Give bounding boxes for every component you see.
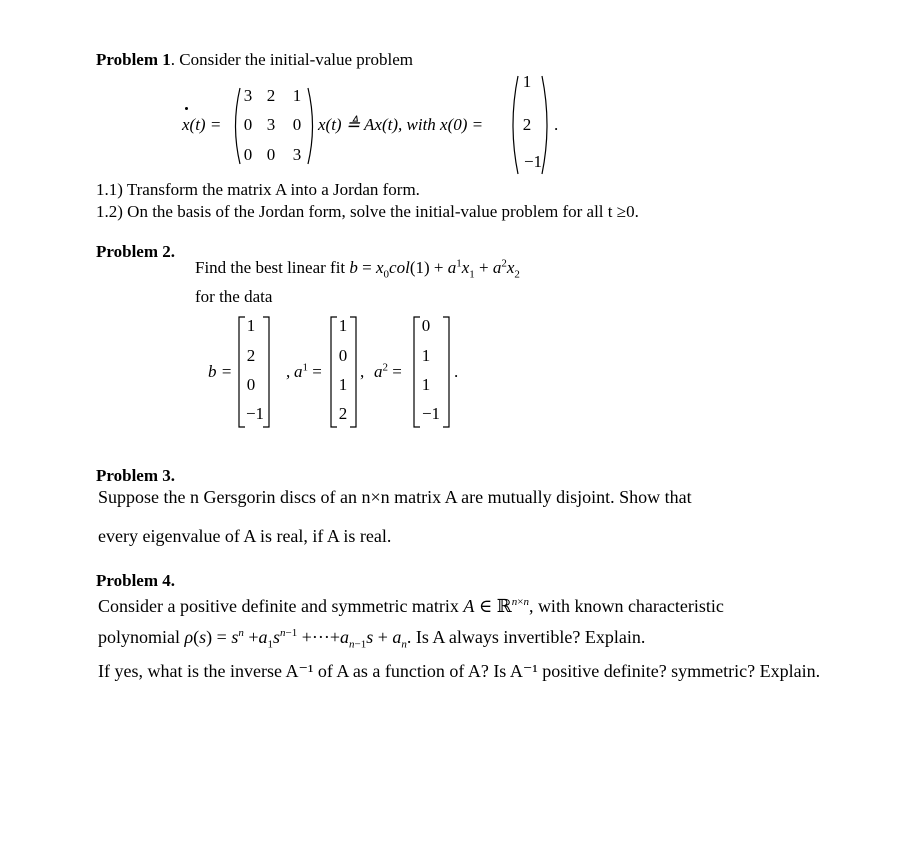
- a2-cell: 0: [421, 316, 431, 335]
- problem3-line2: every eigenvalue of A is real, if A is real.: [98, 526, 392, 546]
- problem3-line1: Suppose the n Gersgorin discs of an n×n matrix A are mutually disjoint. Show that: [98, 487, 692, 507]
- a1-cell: 1: [338, 316, 348, 335]
- x0-cell: −1: [523, 152, 543, 171]
- problem2-heading: Problem 2.: [96, 242, 176, 261]
- derivative-dot: [185, 107, 188, 110]
- matrix-a-cell: 0: [266, 145, 276, 164]
- b-right-bracket: [262, 316, 270, 428]
- problem3-heading: Problem 3.: [96, 466, 176, 485]
- separator-comma: ,: [360, 362, 365, 381]
- b-cell: 2: [246, 346, 256, 365]
- b-cell: 1: [246, 316, 256, 335]
- equation-end: .: [554, 115, 559, 134]
- a2-cell: 1: [421, 375, 431, 394]
- problem1-intro: . Consider the initial-value problem: [170, 50, 413, 69]
- problem1-heading: Problem 1: [96, 50, 171, 69]
- b-cell: −1: [245, 404, 265, 423]
- matrix-a-right-paren: [306, 86, 318, 166]
- a1-cell: 0: [338, 346, 348, 365]
- problem4-line2: polynomial $\rho(s) = s^n +a_1s^{n-1} +\cdot\cdot\cdot+a_{n-1}s + a_n$. Is A always invertible? Explain.: [98, 627, 646, 651]
- problem2-line2: for the data: [195, 287, 273, 306]
- char-polynomial: ρ: [184, 627, 194, 647]
- matrix-a-cell: 1: [292, 86, 302, 105]
- equation-middle: x(t) ≜ Ax(t), with x(0) =: [318, 115, 484, 134]
- problem2-line1-prefix: Find the best linear fit: [195, 258, 350, 277]
- problem2-line1: Find the best linear fit $b = x_0col(1) + a^1x_1 + a^2x_2$: [195, 257, 520, 281]
- matrix-a-cell: 3: [266, 115, 276, 134]
- end-period: .: [454, 362, 459, 381]
- matrix-a-cell: 3: [243, 86, 253, 105]
- a2-label: $a^2$ =: [374, 361, 402, 381]
- matrix-a-cell: 0: [243, 145, 253, 164]
- x0-right-paren: [540, 74, 552, 176]
- problem1-question1: 1.1) Transform the matrix A into a Jordan form.: [96, 180, 420, 199]
- problem4-line3: If yes, what is the inverse A⁻¹ of A as a function of A? Is A⁻¹ positive definite? symmetric? Explain.: [98, 661, 821, 681]
- matrix-membership: A: [463, 596, 475, 616]
- problem1-question2: 1.2) On the basis of the Jordan form, solve the initial-value problem for all t ≥0.: [96, 202, 639, 221]
- x0-cell: 2: [522, 115, 532, 134]
- a2-right-bracket: [442, 316, 450, 428]
- problem4-heading: Problem 4.: [96, 571, 176, 590]
- problem4-line1: Consider a positive definite and symmetric matrix A ∈ ℝ$^{n\times n}$, with known characteristic: [98, 596, 724, 616]
- x0-cell: 1: [522, 72, 532, 91]
- fit-formula: b: [349, 258, 358, 277]
- b-label: b =: [208, 362, 233, 381]
- a1-right-bracket: [349, 316, 357, 428]
- matrix-a-cell: 3: [292, 145, 302, 164]
- a2-cell: −1: [421, 404, 441, 423]
- equation-lhs: x(t) =: [182, 115, 222, 134]
- a2-cell: 1: [421, 346, 431, 365]
- a1-label: $a^1$ =: [294, 361, 322, 381]
- problem1-equation: [0, 0, 908, 200]
- b-cell: 0: [246, 375, 256, 394]
- a1-cell: 1: [338, 375, 348, 394]
- matrix-a-cell: 0: [292, 115, 302, 134]
- separator-comma: ,: [286, 362, 291, 381]
- matrix-a-cell: 2: [266, 86, 276, 105]
- a1-cell: 2: [338, 404, 348, 423]
- matrix-a-cell: 0: [243, 115, 253, 134]
